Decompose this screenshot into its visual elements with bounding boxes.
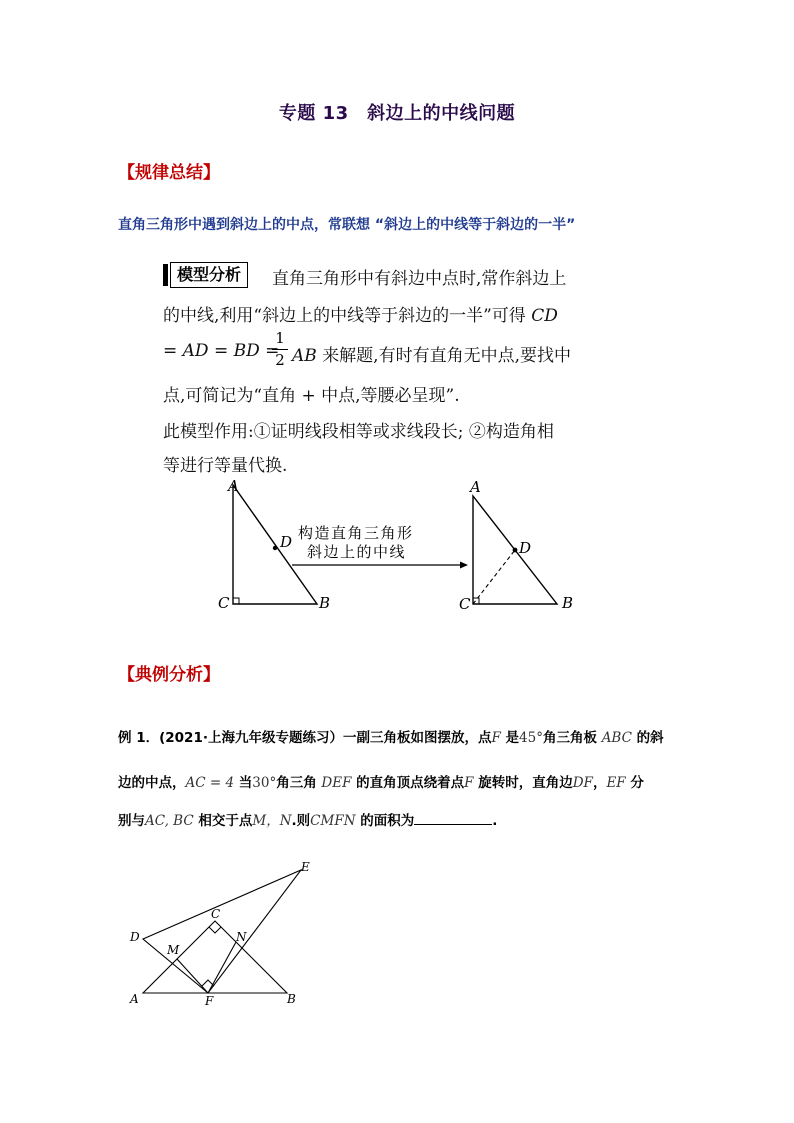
section-heading-summary: 【规律总结】: [118, 163, 220, 183]
ex1-l2-suffix: 分: [630, 775, 644, 791]
example-1-line-1: [118, 726, 664, 746]
model-analysis-label: 模型分析: [170, 262, 248, 288]
model-line-1: 直角三角形中有斜边中点时,常作斜边上: [272, 269, 567, 289]
fraction-denominator: 2: [275, 351, 285, 369]
left-label-c: C: [218, 594, 230, 612]
left-midpoint-d: [273, 546, 277, 550]
model-line-2: [163, 301, 558, 326]
left-label-b: B: [319, 594, 331, 612]
segment-fn: [208, 942, 236, 993]
right-label-c: C: [459, 595, 471, 613]
example-1-line-2: [118, 771, 644, 791]
ex1-l3-prefix: 别与: [118, 813, 145, 829]
page-title: 专题 13 斜边上的中线问题: [278, 103, 516, 124]
left-right-angle-mark: [233, 598, 239, 604]
ex1-l3-mid: 相交于点: [198, 813, 253, 829]
model-line-4: 点,可简记为“直角 + 中点,等腰必呈现”.: [163, 386, 460, 406]
rule-statement: 直角三角形中遇到斜边上的中点，常联想 “斜边上的中线等于斜边的一半”: [118, 217, 576, 233]
median-construction-figure: [210, 474, 590, 614]
model-line-3-ab: AB: [292, 346, 317, 366]
label-b: B: [287, 992, 296, 1006]
label-e: E: [301, 860, 310, 874]
right-angle-mark-c: [209, 927, 221, 933]
model-line-3-text: 来解题,有时有直角无中点,要找中: [322, 346, 571, 366]
ex1-l3-end: .: [492, 813, 498, 829]
ex1-l1-prefix: 例 1．(2021·上海九年级专题练习）一副三角板如图摆放，点: [118, 730, 492, 746]
model-line-2-text: 的中线,利用“斜边上的中线等于斜边的一半”可得: [163, 306, 526, 326]
ex1-l1-suffix: 的斜: [636, 730, 664, 746]
arrow-text-2: 斜边上的中线: [307, 543, 407, 561]
set-squares-figure: [120, 855, 320, 1015]
ex1-l2-comma: ，: [592, 775, 607, 791]
ex1-l2-ef: EF: [606, 775, 626, 791]
ex1-l2-eq: AC = 4: [185, 775, 235, 791]
model-line-3b: [292, 341, 571, 366]
ex1-l1-angle: 45°: [519, 730, 543, 746]
ex1-l2-prefix: 边的中点，: [118, 775, 186, 791]
model-line-2-cd: CD: [531, 306, 558, 326]
segment-mf: [177, 959, 208, 993]
ex1-l2-f: F: [464, 775, 474, 791]
right-midpoint-d: [513, 548, 518, 553]
fraction-numerator: 1: [275, 329, 285, 347]
one-half-fraction: [272, 330, 288, 369]
model-line-3-eq: = AD = BD =: [163, 341, 280, 361]
ex1-l3-mn: M，N: [252, 813, 292, 829]
arrow-text-1: 构造直角三角形: [298, 524, 414, 542]
ex1-l2-mid: 当: [238, 775, 253, 791]
label-a: A: [130, 992, 139, 1006]
right-label-a: A: [470, 478, 481, 496]
ex1-l2-angle: 30°: [252, 775, 277, 791]
label-f: F: [205, 994, 214, 1008]
ex1-l2-mid4: 旋转时，直角边: [478, 775, 573, 791]
left-label-d: D: [280, 533, 293, 551]
right-label-d: D: [519, 539, 532, 557]
ex1-l1-mid2: 角三角板: [542, 730, 597, 746]
ex1-l2-mid3: 的直角顶点绕着点: [356, 775, 465, 791]
model-line-5: 此模型作用:①证明线段相等或求线段长; ②构造角相: [163, 422, 554, 442]
median-cd-dashed: [473, 550, 515, 604]
ex1-l1-f: F: [491, 730, 501, 746]
fraction-bar: [272, 349, 288, 350]
label-marker: [163, 264, 168, 286]
label-c: C: [211, 907, 221, 921]
ex1-l1-mid: 是: [505, 730, 520, 746]
ex1-l3-cmfn: CMFN: [310, 813, 356, 829]
label-n: N: [236, 930, 247, 944]
model-line-3a: [163, 341, 279, 361]
answer-blank[interactable]: [414, 812, 492, 825]
left-label-a: A: [228, 477, 239, 495]
construct-arrow-head: [460, 562, 468, 569]
ex1-l3-acbc: AC, BC: [145, 813, 194, 829]
ex1-l3-suffix: 的面积为: [360, 813, 415, 829]
left-right-triangle: [233, 485, 317, 604]
ex1-l2-def: DEF: [321, 775, 352, 791]
right-label-b: B: [562, 594, 574, 612]
triangle-def: [143, 870, 301, 993]
model-line-6: 等进行等量代换.: [163, 456, 288, 476]
ex1-l3-mid2: .则: [291, 813, 311, 829]
ex1-l2-mid2: 角三角: [276, 775, 317, 791]
example-1-line-3: [118, 809, 497, 829]
label-m: M: [167, 943, 180, 957]
section-heading-examples: 【典例分析】: [118, 665, 220, 685]
ex1-l2-df: DF: [572, 775, 593, 791]
label-d: D: [130, 930, 140, 944]
ex1-l1-abc: ABC: [601, 730, 632, 746]
